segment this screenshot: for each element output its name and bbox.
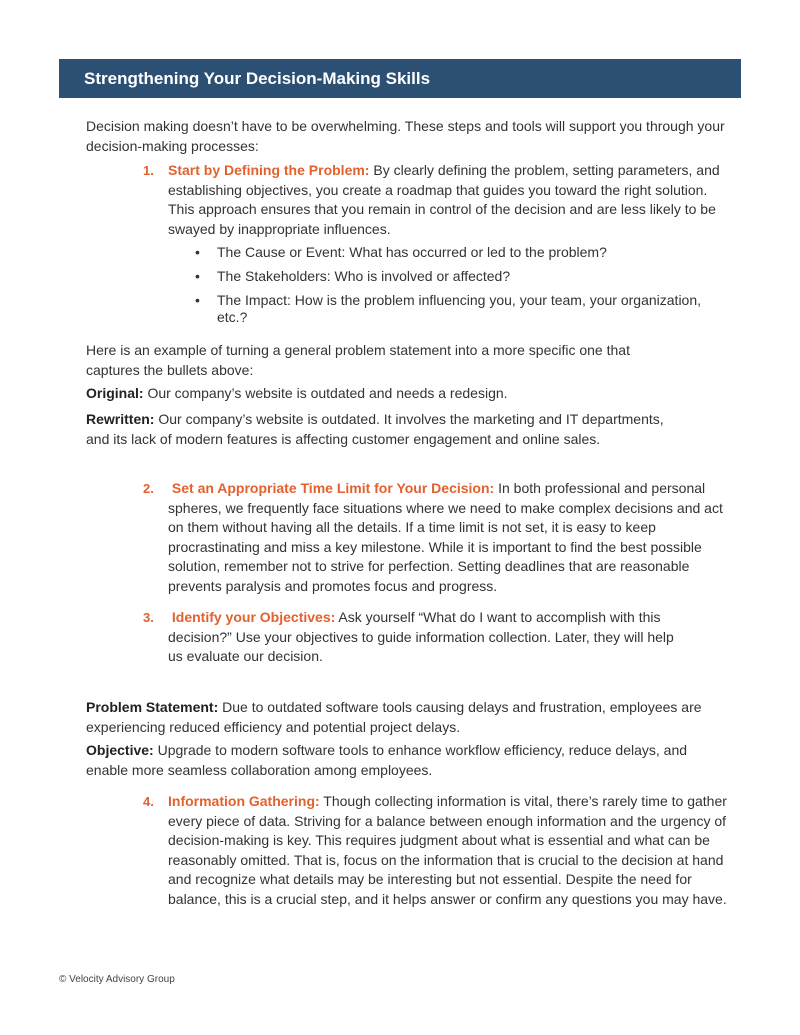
list-item — [195, 244, 725, 261]
step-3-number: 3. — [143, 610, 154, 625]
bullet-icon: • — [195, 244, 200, 260]
title-banner — [59, 59, 741, 98]
step-1-body: By clearly defining the problem, setting parameters, and establishing objectives, you create a roadmap that guides you toward the right solution. This approach ensures that you remain in control of the decision and are less likely to be swayed by inappropriate influences. — [168, 162, 720, 237]
page-title: Strengthening Your Decision-Making Skills — [84, 68, 431, 88]
step-2-text-block — [168, 479, 733, 596]
original-text: Our company’s website is outdated and needs a redesign. — [143, 385, 508, 401]
step-2-number: 2. — [143, 481, 154, 496]
step-2-heading: Set an Appropriate Time Limit for Your Decision: — [171, 480, 495, 496]
step-1-number: 1. — [143, 163, 154, 178]
bullet-text: The Stakeholders: Who is involved or affected? — [217, 268, 511, 284]
original-label: Original: — [86, 385, 144, 401]
intro-paragraph: Decision making doesn’t have to be overwhelming. These steps and tools will support you through your decision-making processes: — [86, 118, 725, 154]
list-item — [195, 292, 725, 326]
problem-statement — [86, 698, 726, 737]
objective-label: Objective: — [86, 742, 154, 758]
step-3-text-block — [168, 608, 678, 667]
bullet-text: The Impact: How is the problem influencing you, your team, your organization, etc.? — [217, 292, 702, 325]
rewritten-text: Our company’s website is outdated. It involves the marketing and IT departments, and its lack of modern features is affecting customer engagement and online sales. — [86, 411, 664, 447]
footer-copyright: © Velocity Advisory Group — [59, 974, 175, 985]
step-1-text-block — [168, 161, 733, 239]
step-1-heading: Start by Defining the Problem: — [168, 162, 370, 178]
problem-statement-label: Problem Statement: — [86, 699, 219, 715]
step-3-body: Ask yourself “What do I want to accomplish with this decision?” Use your objectives to guide information collection. Later, they will help us evaluate our decision. — [168, 609, 674, 664]
objective-text: Upgrade to modern software tools to enhance workflow efficiency, reduce delays, and enable more seamless collaboration among employees. — [86, 742, 688, 778]
step-4-text-block — [168, 792, 733, 909]
step-4-body: Though collecting information is vital, there’s rarely time to gather every piece of data. Striving for a balance between enough information and the urgency of decision-making is key. This requires judgment about what is essential and what can be reasonably omitted. That is, focus on the information that is crucial to the decision at hand and recognize what details may be interesting but not essential. Despite the need for balance, this is a crucial step, and it helps answer or confirm any questions you may have. — [168, 793, 727, 907]
step-1 — [143, 161, 733, 239]
objective-statement — [86, 741, 726, 780]
step-3 — [143, 608, 733, 667]
step-2-body: In both professional and personal spheres, we frequently face situations where we need to make complex decisions and act on them without having all the details. If a time limit is not set, it is easy to keep procrastinating and miss a key milestone. While it is important to find the best possible solution, remember not to strive for perfection. Setting deadlines that are reasonable prevents paralysis and promotes focus and progress. — [168, 480, 723, 594]
problem-statement-text: Due to outdated software tools causing delays and frustration, employees are experiencing reduced efficiency and potential project delays. — [86, 699, 702, 735]
bullet-icon: • — [195, 268, 200, 284]
step-4-number: 4. — [143, 794, 154, 809]
step-4-heading: Information Gathering: — [168, 793, 320, 809]
list-item — [195, 268, 725, 285]
rewritten-statement — [86, 410, 686, 449]
original-statement — [86, 384, 726, 404]
step-3-heading: Identify your Objectives: — [171, 609, 336, 625]
step-2 — [143, 479, 733, 596]
bullet-text: The Cause or Event: What has occurred or led to the problem? — [217, 244, 607, 260]
step-4 — [143, 792, 733, 909]
rewritten-label: Rewritten: — [86, 411, 155, 427]
example-intro: Here is an example of turning a general problem statement into a more specific one that captures the bullets above: — [86, 342, 630, 378]
bullet-icon: • — [195, 292, 200, 308]
problem-bullet-list — [195, 244, 725, 333]
